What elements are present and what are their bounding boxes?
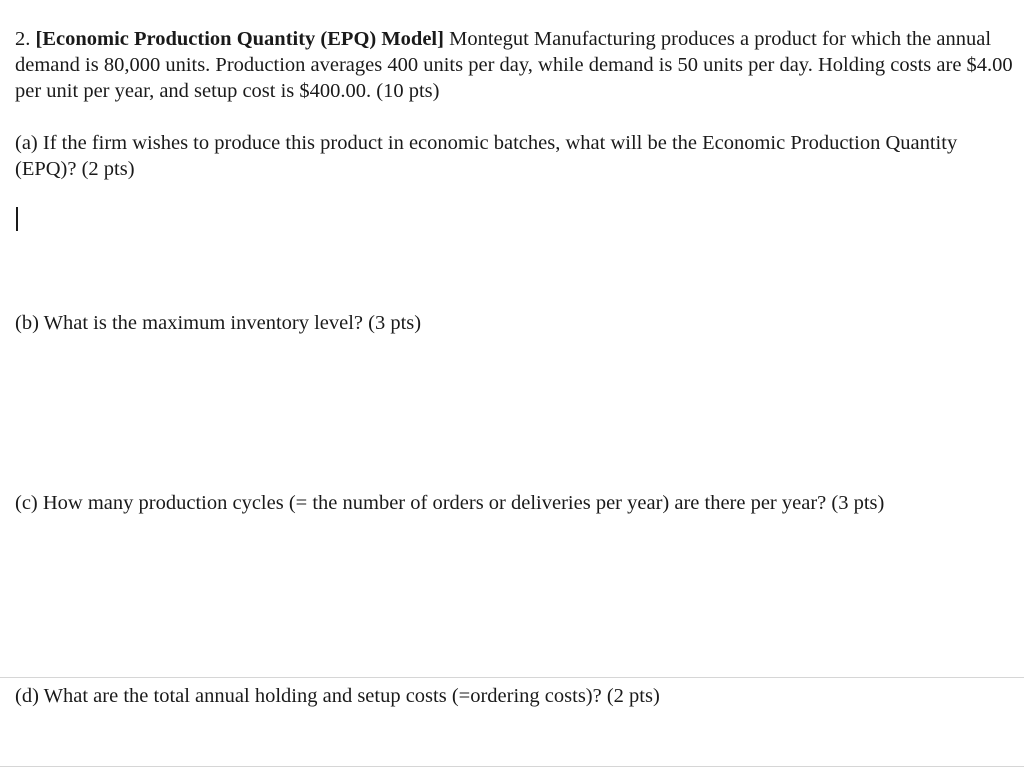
question-topic: [Economic Production Quantity (EPQ) Model] [35,28,444,50]
question-body: Montegut Manufacturing produces a product for which the annual demand is 80,000 units. Production averages 400 units per day, while demand is 50 units per day. Holding costs are $4.00 per unit per year, and setup cost is $400.00. (10 pts) [15,28,1013,102]
question-number: 2. [15,28,31,50]
part-c-answer-area[interactable] [0,525,1024,670]
part-b-prompt: (b) What is the maximum inventory level? (3 pts) [15,312,422,334]
section-divider [0,766,1024,767]
question-header [15,26,1015,104]
part-a-prompt: (a) If the firm wishes to produce this product in economic batches, what will be the Economic Production Quantity (EPQ)? (2 pts) [15,132,958,180]
part-b-answer-area[interactable] [0,345,1024,475]
section-divider [0,677,1024,678]
part-d-prompt: (d) What are the total annual holding and setup costs (=ordering costs)? (2 pts) [15,685,660,707]
text-cursor [16,207,18,231]
part-a-answer-area[interactable] [0,195,1024,295]
part-c-prompt: (c) How many production cycles (= the number of orders or deliveries per year) are there per year? (3 pts) [15,492,885,514]
part-d-answer-area[interactable] [0,718,1024,764]
